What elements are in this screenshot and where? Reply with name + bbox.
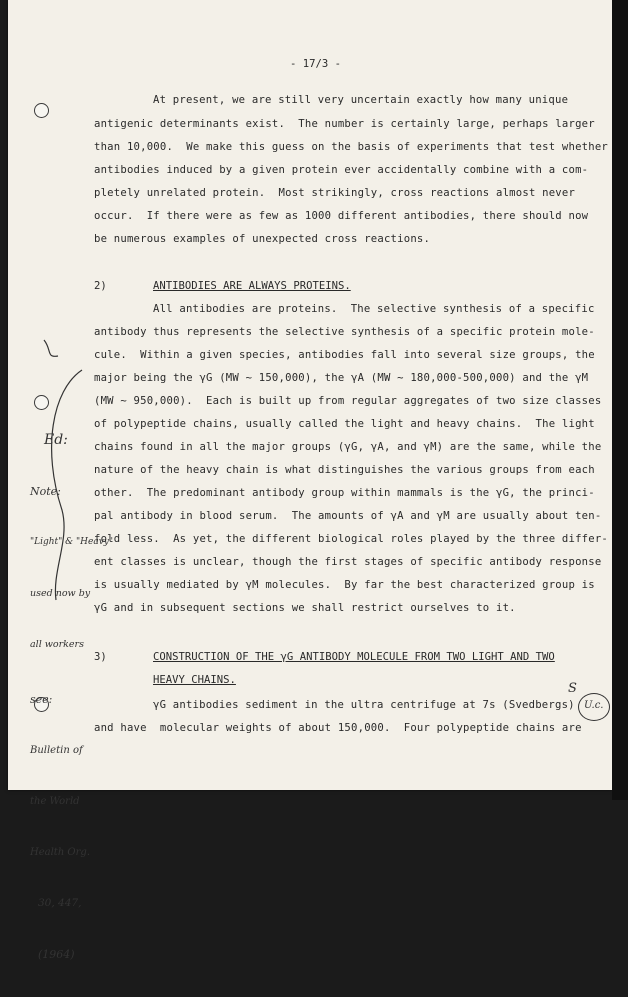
paragraph-2-line: other. The predominant antibody group within mammals is the γG, the princi- bbox=[94, 487, 595, 499]
margin-note-line: Bulletin of bbox=[30, 745, 83, 756]
margin-note-line: Ed: bbox=[44, 432, 68, 448]
paragraph-2-line: antibody thus represents the selective synthesis of a specific protein mole- bbox=[94, 326, 595, 338]
scan-border bbox=[612, 0, 628, 800]
paragraph-1-line: At present, we are still very uncertain exactly how many unique bbox=[153, 94, 569, 106]
paragraph-2-line: fold less. As yet, the different biological roles played by the three differ- bbox=[94, 533, 609, 545]
binder-hole-top bbox=[34, 103, 49, 118]
margin-note-line: "Light" & "Heavy" bbox=[30, 537, 114, 547]
paragraph-1-line: pletely unrelated protein. Most strikingly, cross reactions almost never bbox=[94, 187, 576, 199]
margin-note-line: all workers bbox=[30, 639, 84, 650]
paragraph-2-line: of polypeptide chains, usually called the light and heavy chains. The light bbox=[94, 418, 595, 430]
paragraph-2-line: cule. Within a given species, antibodies fall into several size groups, the bbox=[94, 349, 595, 361]
paragraph-1-line: be numerous examples of unexpected cross reactions. bbox=[94, 233, 431, 245]
section-3-number: 3) bbox=[94, 651, 107, 663]
paragraph-2-line: chains found in all the major groups (γG, γA, and γM) are the same, while the bbox=[94, 441, 602, 453]
paragraph-2-line: ent classes is unclear, though the first stages of specific antibody response bbox=[94, 556, 602, 568]
page-number: - 17/3 - bbox=[290, 58, 342, 70]
paragraph-1-line: occur. If there were as few as 1000 different antibodies, there should now bbox=[94, 210, 589, 222]
paragraph-1-line: antibodies induced by a given protein ever accidentally combine with a com- bbox=[94, 164, 589, 176]
paragraph-2-line: (MW ~ 950,000). Each is built up from regular aggregates of two size classes bbox=[94, 395, 602, 407]
margin-note-line: see: bbox=[30, 693, 53, 706]
paragraph-2-line: is usually mediated by γM molecules. By far the best characterized group is bbox=[94, 579, 595, 591]
paragraph-3-line: and have molecular weights of about 150,000. Four polypeptide chains are bbox=[94, 722, 582, 734]
section-3-title-line-2: HEAVY CHAINS. bbox=[153, 674, 236, 686]
margin-note-line: 30, 447, bbox=[38, 897, 82, 909]
paragraph-1-line: antigenic determinants exist. The number is certainly large, perhaps larger bbox=[94, 118, 595, 130]
paragraph-2-line: nature of the heavy chain is what distinguishes the various groups from each bbox=[94, 464, 595, 476]
margin-note-line: the World bbox=[30, 796, 80, 807]
corner-note-uc: U.c. bbox=[584, 700, 604, 711]
paragraph-2-line: pal antibody in blood serum. The amounts of γA and γM are usually about ten- bbox=[94, 510, 602, 522]
paragraph-2-line: All antibodies are proteins. The selective synthesis of a specific bbox=[153, 303, 595, 315]
section-2-number: 2) bbox=[94, 280, 107, 292]
paragraph-2-line: γG and in subsequent sections we shall restrict ourselves to it. bbox=[94, 602, 516, 614]
margin-note-line: used now by bbox=[30, 588, 91, 599]
margin-note bbox=[30, 398, 113, 997]
section-2-title: ANTIBODIES ARE ALWAYS PROTEINS. bbox=[153, 280, 351, 292]
margin-note-line: Health Org. bbox=[30, 847, 90, 858]
document-page bbox=[8, 0, 612, 961]
paragraph-2-line: major being the γG (MW ~ 150,000), the γA (MW ~ 180,000-500,000) and the γM bbox=[94, 372, 589, 384]
corner-note-s: S bbox=[568, 681, 577, 696]
section-3-title-line-1: CONSTRUCTION OF THE γG ANTIBODY MOLECULE FROM TWO LIGHT AND TWO bbox=[153, 651, 555, 663]
paragraph-1-line: than 10,000. We make this guess on the basis of experiments that test whether bbox=[94, 141, 609, 153]
paragraph-3-line: γG antibodies sediment in the ultra centrifuge at 7s (Svedbergs) bbox=[153, 699, 575, 711]
margin-note-line: Note: bbox=[30, 485, 61, 498]
margin-note-line: (1964) bbox=[38, 948, 75, 961]
